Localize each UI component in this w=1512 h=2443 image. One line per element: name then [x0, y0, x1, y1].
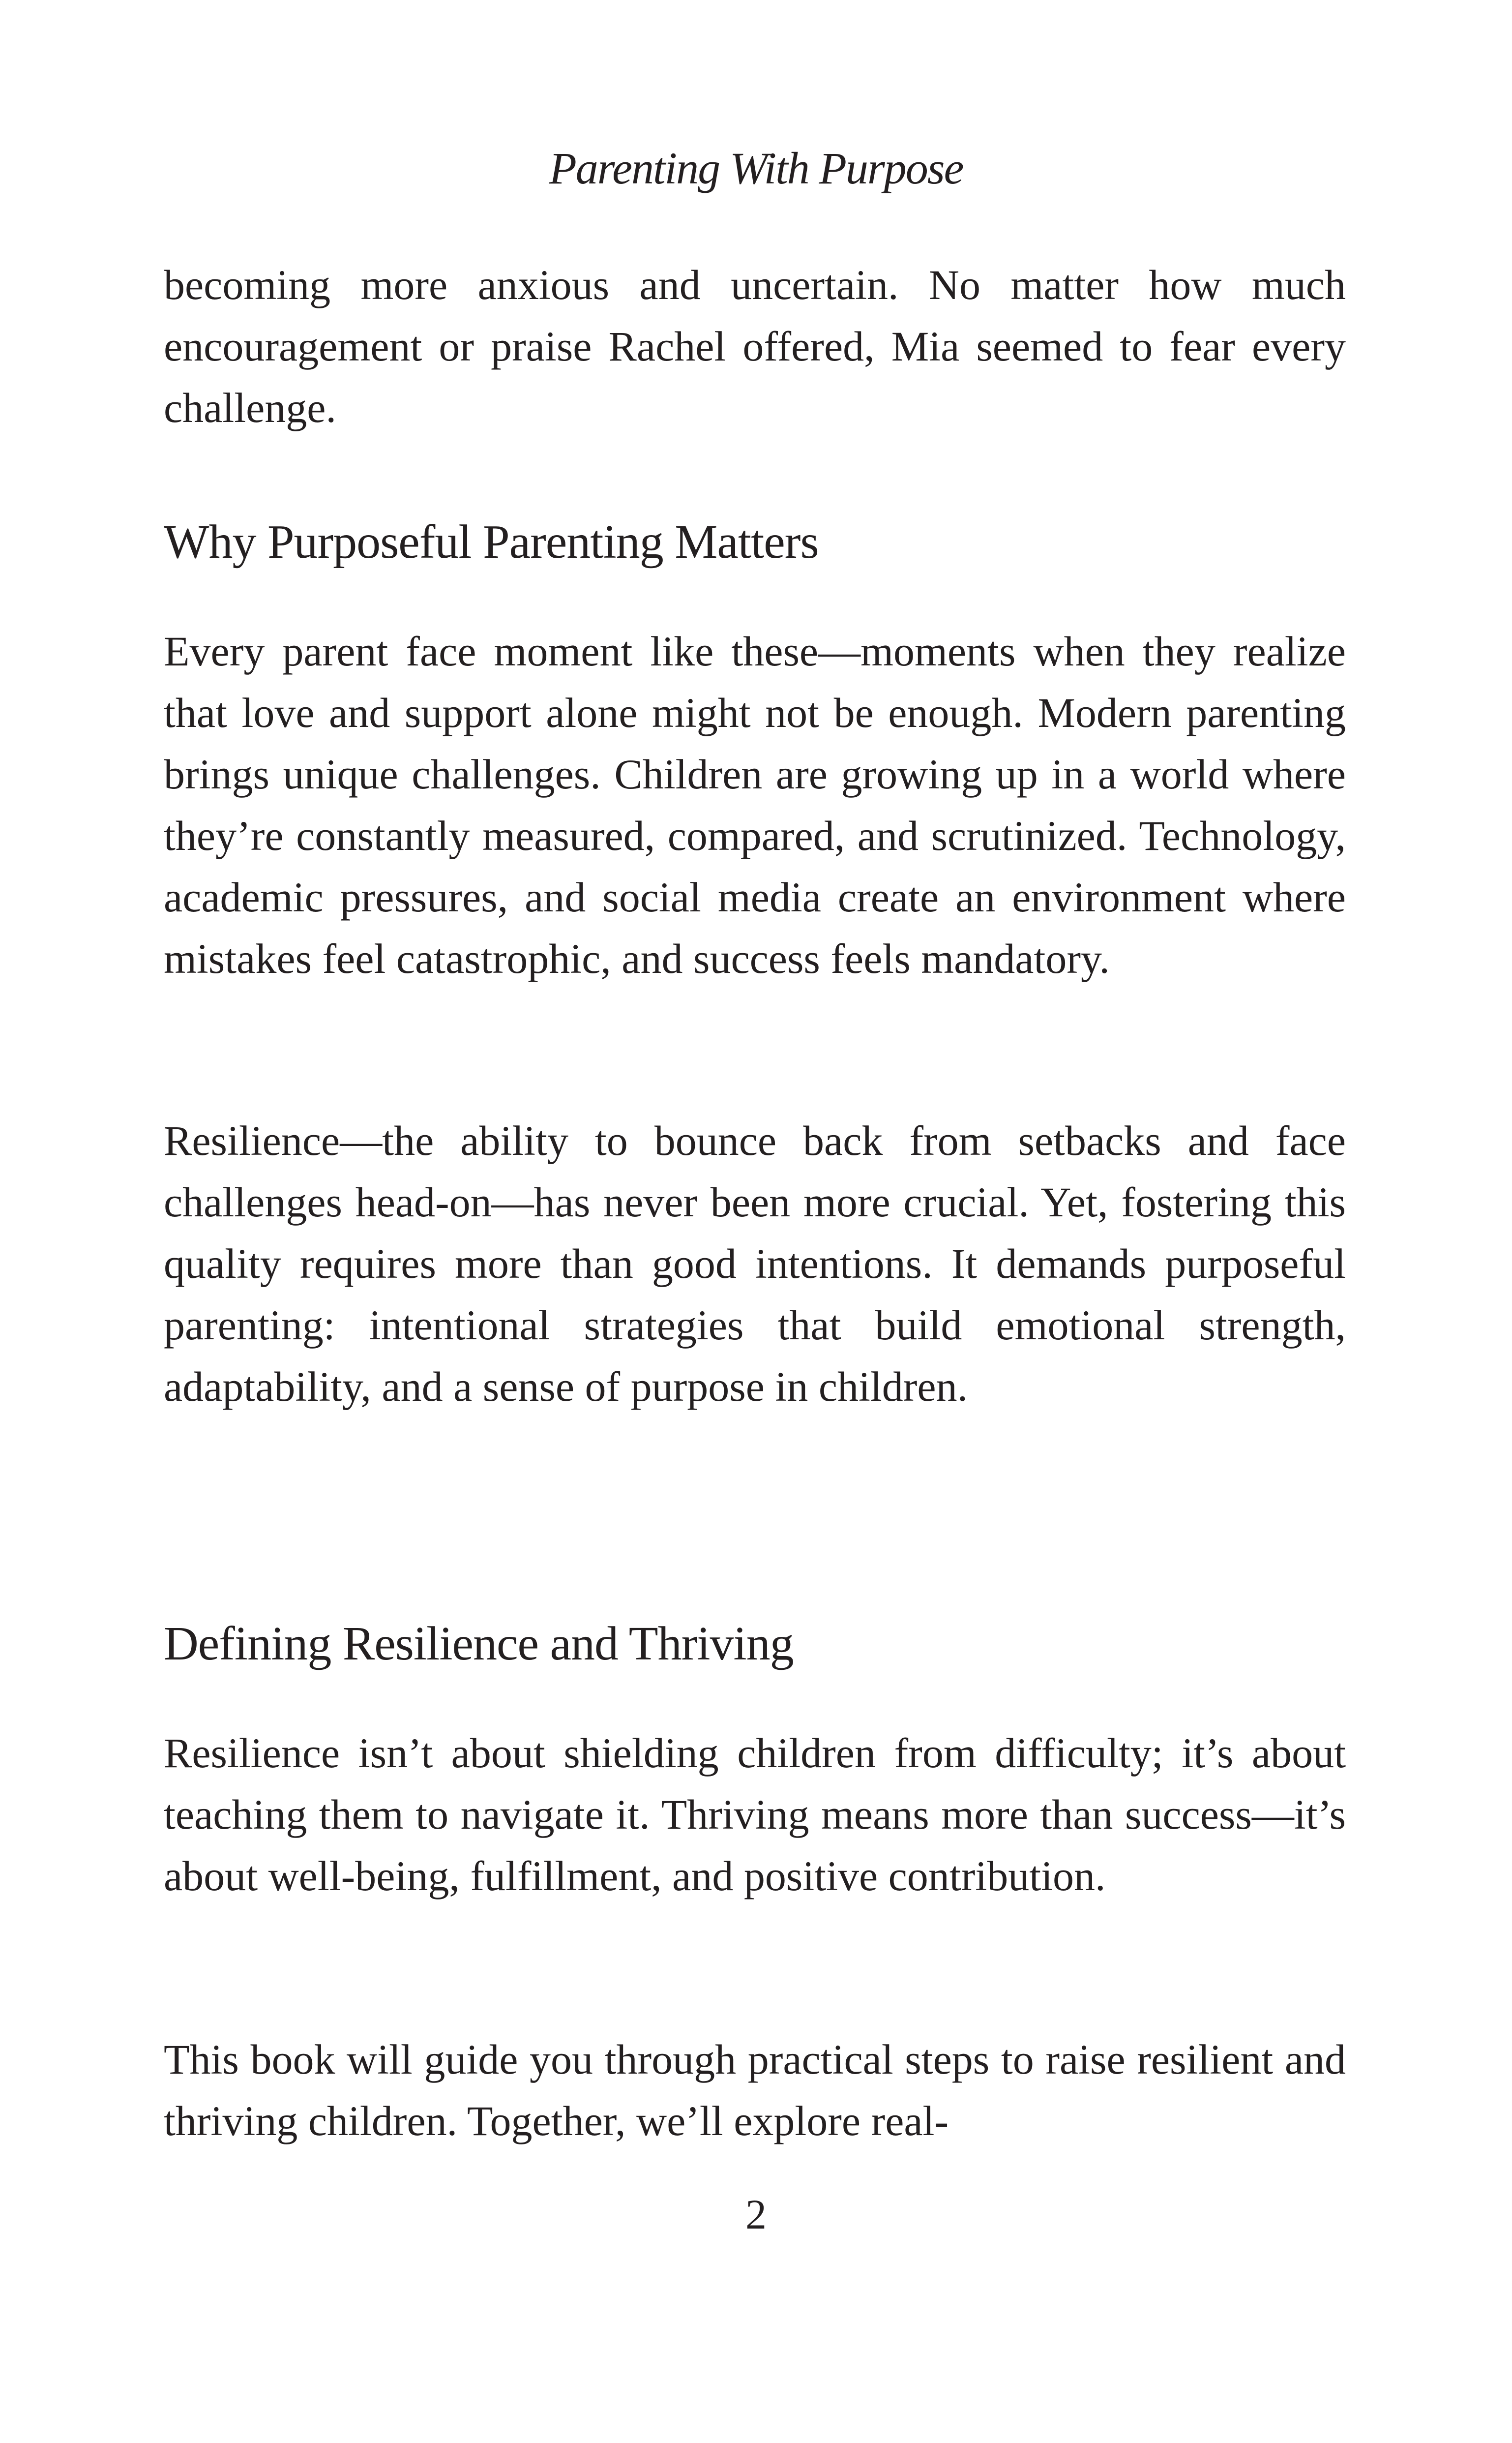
- section-heading-why-purposeful-parenting: Why Purposeful Parenting Matters: [164, 515, 819, 569]
- paragraph-book-guide: This book will guide you through practical steps to raise resilient and thriving children. Together, we’ll explore real-: [164, 2036, 1346, 2144]
- paragraph-resilience: Resilience—the ability to bounce back from setbacks and face challenges head-on—has never been more crucial. Yet, fostering this quality requires more than good intentions. It demands purposeful parenting: intentional strategies that build emotional strength, adaptability, and a sense of purpose in children.: [164, 1117, 1346, 1410]
- paragraph-resilience-definition: Resilience isn’t about shielding children from difficulty; it’s about teaching them to navigate it. Thriving means more than success—it’s about well-being, fulfillment, and positive contribution.: [164, 1729, 1346, 1900]
- page-number: 2: [745, 2191, 767, 2238]
- paragraph-intro-continuation: becoming more anxious and uncertain. No matter how much encouragement or praise Rachel offered, Mia seemed to fear every challenge.: [164, 261, 1346, 431]
- running-header: Parenting With Purpose: [549, 143, 963, 193]
- section-heading-defining-resilience: Defining Resilience and Thriving: [164, 1617, 794, 1670]
- paragraph-every-parent: Every parent face moment like these—moments when they realize that love and support alone might not be enough. Modern parenting brings unique challenges. Children are growing up in a world where they’re constantly measured, compared, and scrutinized. Technology, academic pressures, and social media create an environment where mistakes feel catastrophic, and success feels mandatory.: [164, 628, 1346, 982]
